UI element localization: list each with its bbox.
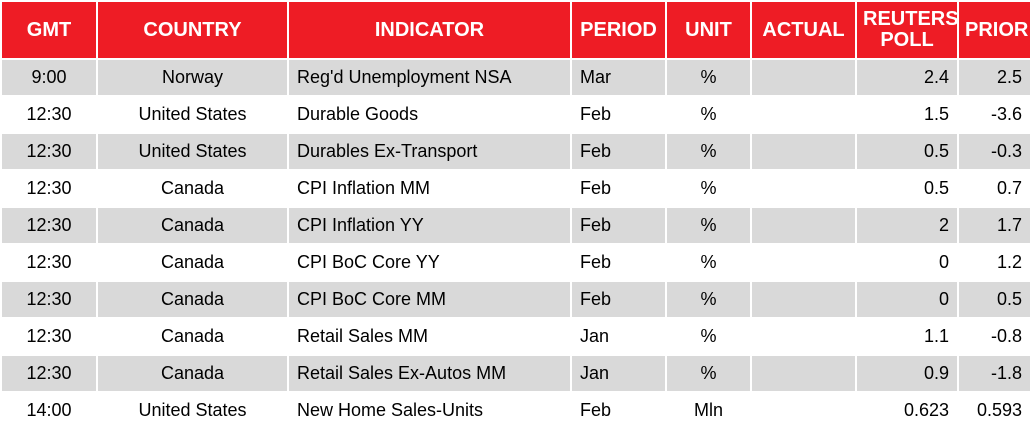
table-row bbox=[1, 244, 1030, 281]
cell-reuters-poll: 0.5 bbox=[856, 170, 958, 207]
table-row bbox=[1, 281, 1030, 318]
cell-prior: -3.6 bbox=[958, 96, 1030, 133]
cell-actual bbox=[751, 392, 856, 429]
cell-country: Canada bbox=[97, 244, 288, 281]
cell-indicator: Durables Ex-Transport bbox=[288, 133, 571, 170]
cell-country: United States bbox=[97, 133, 288, 170]
cell-unit: % bbox=[666, 281, 751, 318]
cell-indicator: Retail Sales MM bbox=[288, 318, 571, 355]
cell-gmt: 9:00 bbox=[1, 59, 97, 96]
cell-period: Jan bbox=[571, 355, 666, 392]
cell-period: Feb bbox=[571, 170, 666, 207]
cell-gmt: 12:30 bbox=[1, 244, 97, 281]
cell-reuters-poll: 2.4 bbox=[856, 59, 958, 96]
cell-gmt: 12:30 bbox=[1, 281, 97, 318]
cell-indicator: CPI Inflation MM bbox=[288, 170, 571, 207]
table-row bbox=[1, 207, 1030, 244]
cell-prior: 2.5 bbox=[958, 59, 1030, 96]
cell-unit: % bbox=[666, 59, 751, 96]
cell-actual bbox=[751, 170, 856, 207]
cell-unit: Mln bbox=[666, 392, 751, 429]
table-row bbox=[1, 170, 1030, 207]
cell-country: Canada bbox=[97, 207, 288, 244]
cell-prior: 0.593 bbox=[958, 392, 1030, 429]
cell-gmt: 14:00 bbox=[1, 392, 97, 429]
cell-period: Jan bbox=[571, 318, 666, 355]
cell-country: Canada bbox=[97, 170, 288, 207]
table-row bbox=[1, 392, 1030, 429]
cell-actual bbox=[751, 96, 856, 133]
cell-prior: 0.7 bbox=[958, 170, 1030, 207]
cell-gmt: 12:30 bbox=[1, 133, 97, 170]
table-row bbox=[1, 96, 1030, 133]
cell-indicator: Retail Sales Ex-Autos MM bbox=[288, 355, 571, 392]
column-header-actual: ACTUAL bbox=[751, 1, 856, 59]
cell-country: Canada bbox=[97, 355, 288, 392]
cell-country: Canada bbox=[97, 318, 288, 355]
cell-reuters-poll: 0 bbox=[856, 244, 958, 281]
cell-actual bbox=[751, 318, 856, 355]
cell-indicator: CPI BoC Core MM bbox=[288, 281, 571, 318]
cell-gmt: 12:30 bbox=[1, 318, 97, 355]
table-header-row bbox=[1, 1, 1030, 59]
cell-period: Feb bbox=[571, 207, 666, 244]
cell-period: Feb bbox=[571, 392, 666, 429]
cell-unit: % bbox=[666, 318, 751, 355]
table-row bbox=[1, 318, 1030, 355]
cell-prior: 0.5 bbox=[958, 281, 1030, 318]
cell-unit: % bbox=[666, 133, 751, 170]
cell-reuters-poll: 0.5 bbox=[856, 133, 958, 170]
cell-prior: -0.3 bbox=[958, 133, 1030, 170]
cell-country: United States bbox=[97, 392, 288, 429]
cell-reuters-poll: 0.623 bbox=[856, 392, 958, 429]
cell-actual bbox=[751, 281, 856, 318]
cell-indicator: Durable Goods bbox=[288, 96, 571, 133]
cell-country: Canada bbox=[97, 281, 288, 318]
cell-country: United States bbox=[97, 96, 288, 133]
cell-indicator: Reg'd Unemployment NSA bbox=[288, 59, 571, 96]
cell-reuters-poll: 1.1 bbox=[856, 318, 958, 355]
column-header-indicator: INDICATOR bbox=[288, 1, 571, 59]
cell-unit: % bbox=[666, 96, 751, 133]
cell-indicator: CPI Inflation YY bbox=[288, 207, 571, 244]
cell-gmt: 12:30 bbox=[1, 96, 97, 133]
cell-period: Feb bbox=[571, 96, 666, 133]
cell-actual bbox=[751, 207, 856, 244]
cell-prior: 1.7 bbox=[958, 207, 1030, 244]
cell-indicator: New Home Sales-Units bbox=[288, 392, 571, 429]
cell-reuters-poll: 0.9 bbox=[856, 355, 958, 392]
cell-unit: % bbox=[666, 207, 751, 244]
cell-country: Norway bbox=[97, 59, 288, 96]
column-header-period: PERIOD bbox=[571, 1, 666, 59]
cell-gmt: 12:30 bbox=[1, 170, 97, 207]
cell-period: Feb bbox=[571, 244, 666, 281]
cell-actual bbox=[751, 133, 856, 170]
cell-actual bbox=[751, 59, 856, 96]
cell-gmt: 12:30 bbox=[1, 355, 97, 392]
cell-prior: -1.8 bbox=[958, 355, 1030, 392]
cell-actual bbox=[751, 244, 856, 281]
column-header-unit: UNIT bbox=[666, 1, 751, 59]
cell-reuters-poll: 2 bbox=[856, 207, 958, 244]
cell-indicator: CPI BoC Core YY bbox=[288, 244, 571, 281]
cell-unit: % bbox=[666, 244, 751, 281]
table-row bbox=[1, 355, 1030, 392]
table-row bbox=[1, 133, 1030, 170]
cell-reuters-poll: 1.5 bbox=[856, 96, 958, 133]
cell-period: Feb bbox=[571, 281, 666, 318]
cell-period: Mar bbox=[571, 59, 666, 96]
column-header-prior: PRIOR bbox=[958, 1, 1030, 59]
column-header-reuters-poll: REUTERS POLL bbox=[856, 1, 958, 59]
column-header-gmt: GMT bbox=[1, 1, 97, 59]
cell-reuters-poll: 0 bbox=[856, 281, 958, 318]
cell-actual bbox=[751, 355, 856, 392]
table-row bbox=[1, 59, 1030, 96]
cell-period: Feb bbox=[571, 133, 666, 170]
cell-gmt: 12:30 bbox=[1, 207, 97, 244]
column-header-country: COUNTRY bbox=[97, 1, 288, 59]
cell-unit: % bbox=[666, 355, 751, 392]
cell-prior: -0.8 bbox=[958, 318, 1030, 355]
cell-prior: 1.2 bbox=[958, 244, 1030, 281]
cell-unit: % bbox=[666, 170, 751, 207]
